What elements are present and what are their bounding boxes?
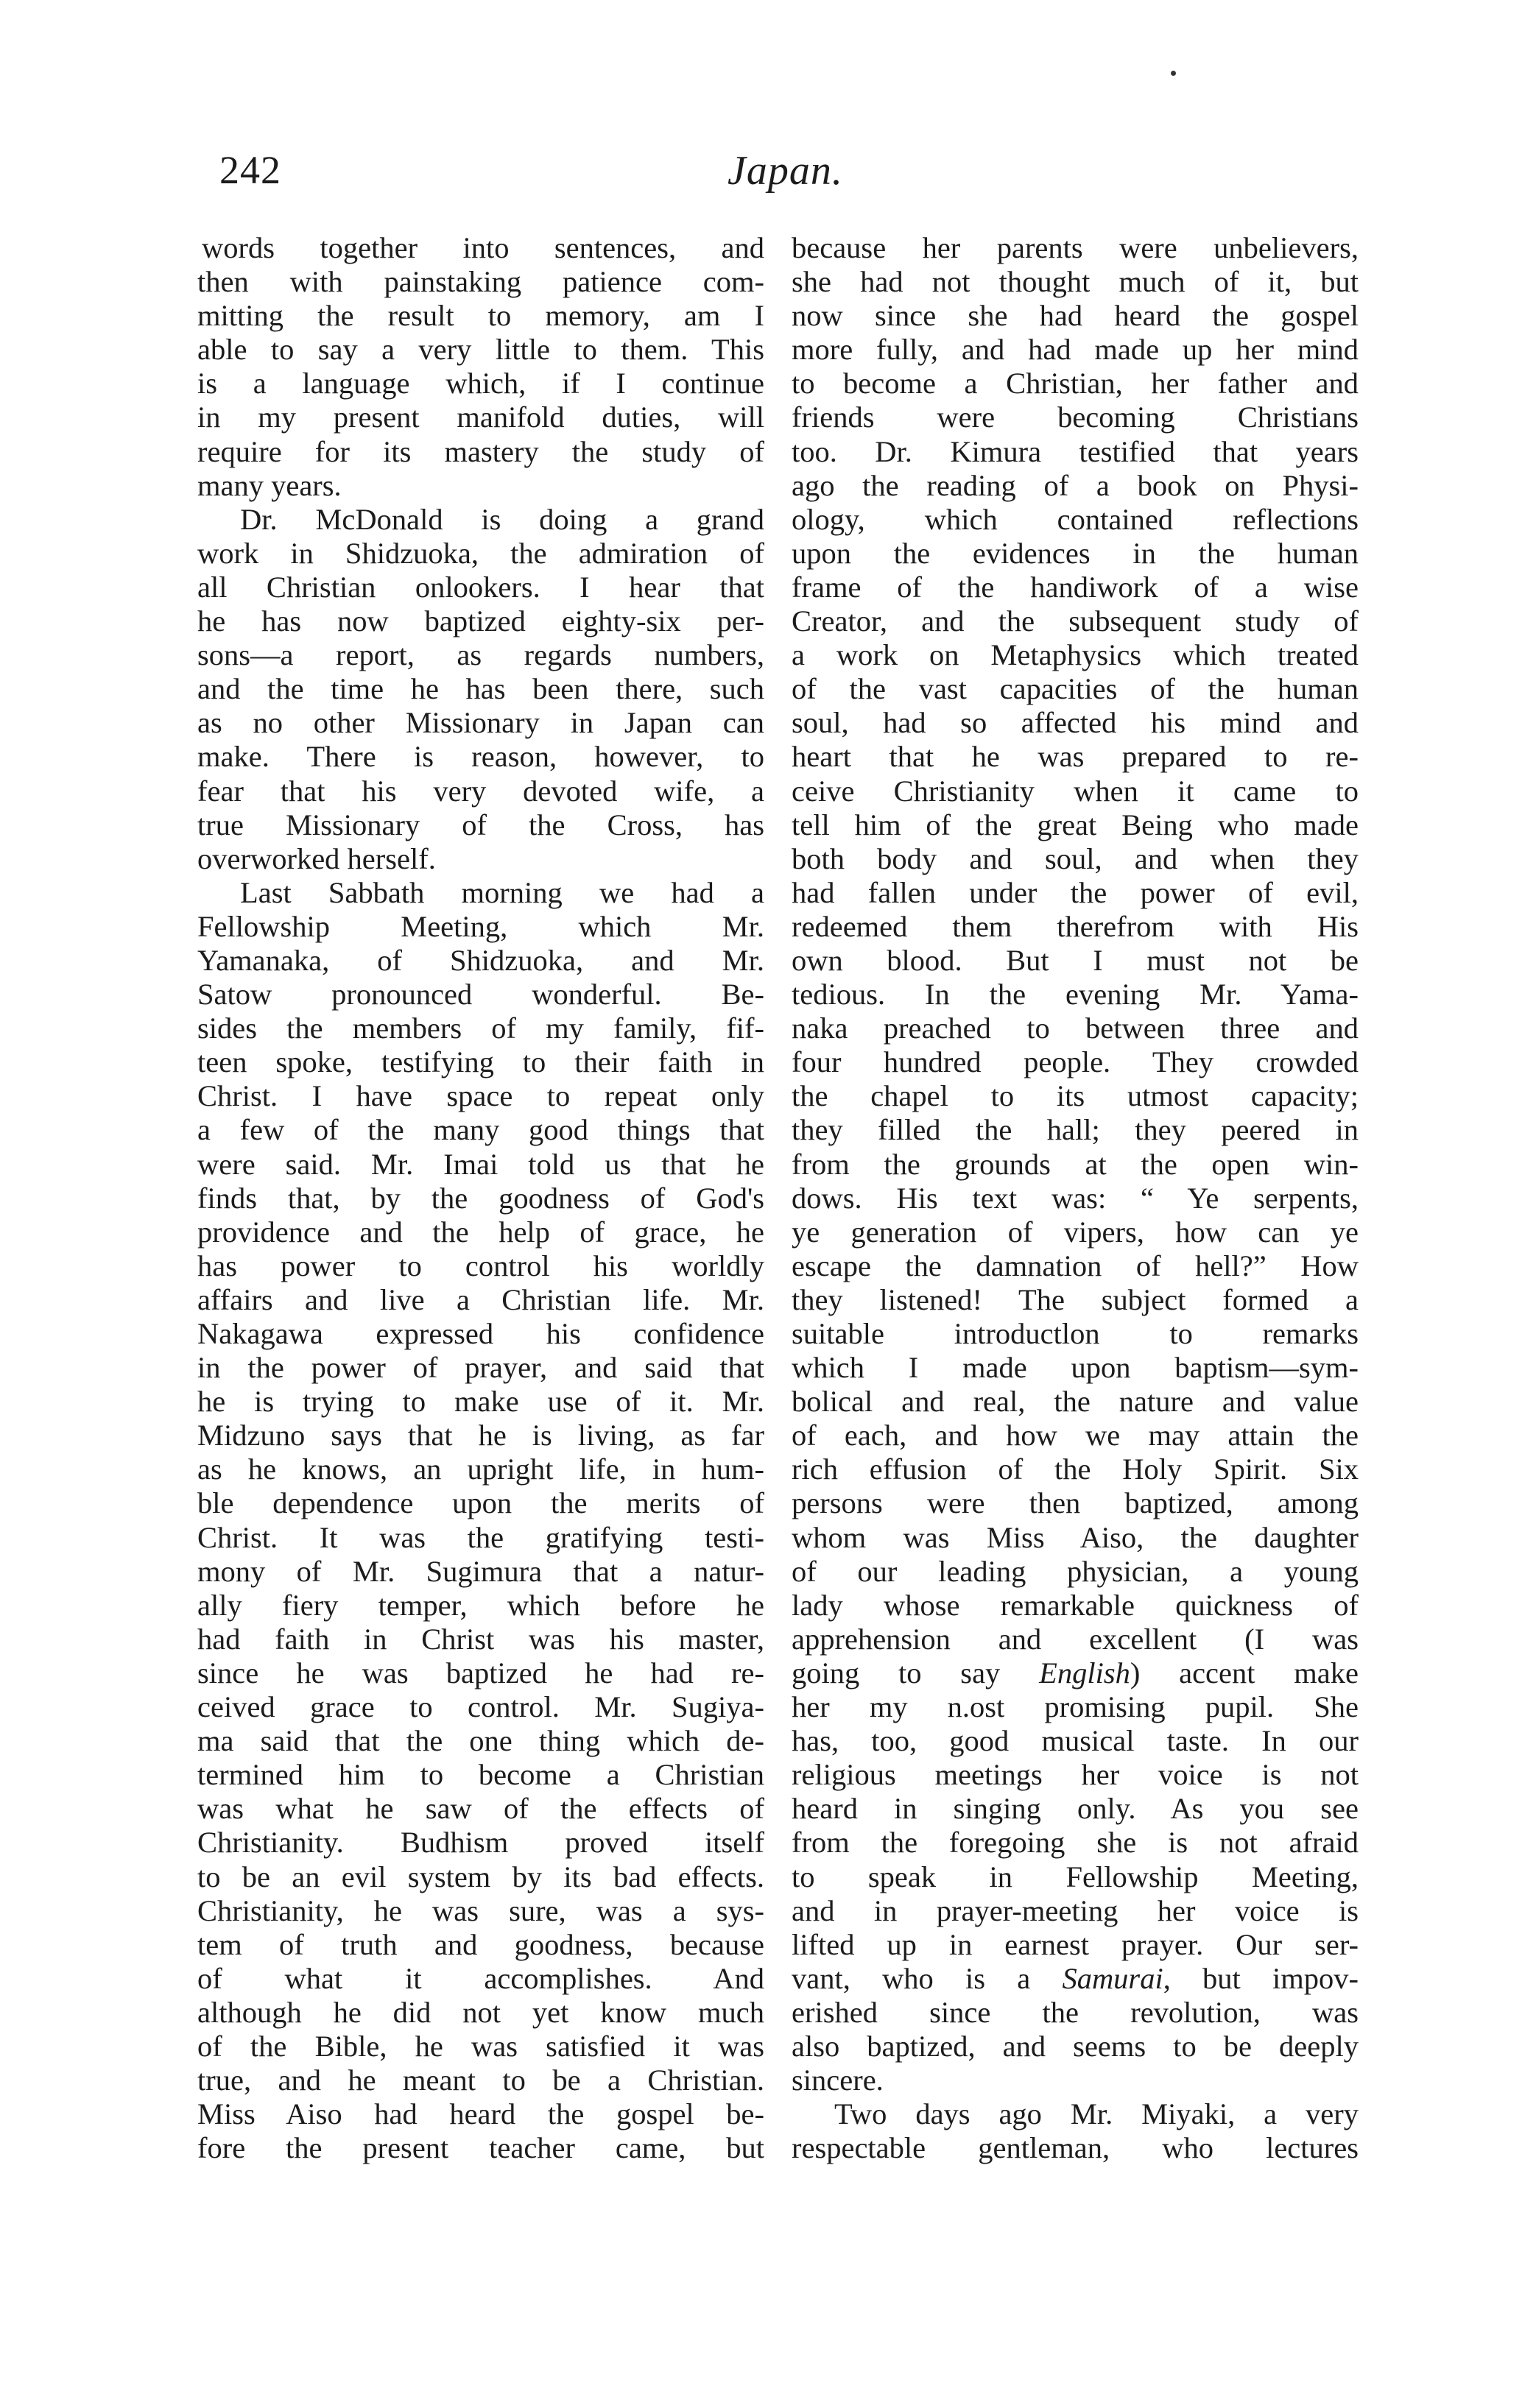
text-line: had fallen under the power of evil, bbox=[792, 875, 1359, 909]
right-text-column bbox=[792, 231, 1359, 2165]
text-line: sides the members of my family, fif- bbox=[197, 1011, 764, 1045]
text-line: mony of Mr. Sugimura that a natur- bbox=[197, 1554, 764, 1588]
text-line: apprehension and excellent (I was bbox=[792, 1622, 1359, 1656]
text-line: true, and he meant to be a Christian. bbox=[197, 2063, 764, 2097]
text-line: Two days ago Mr. Miyaki, a very bbox=[834, 2097, 1359, 2131]
text-line: more fully, and had made up her mind bbox=[792, 333, 1359, 367]
text-line: Christianity. Budhism proved itself bbox=[197, 1826, 764, 1860]
text-line: true Missionary of the Cross, has bbox=[197, 808, 764, 841]
text-line: Christianity, he was sure, was a sys- bbox=[197, 1893, 764, 1927]
text-line: words together into sentences, and bbox=[202, 231, 764, 264]
page-number: 242 bbox=[219, 148, 281, 192]
text-line: dows. His text was: “ Ye serpents, bbox=[792, 1181, 1359, 1215]
text-line: redeemed them therefrom with His bbox=[792, 909, 1359, 943]
text-line: tem of truth and goodness, because bbox=[197, 1927, 764, 1961]
left-text-column bbox=[197, 231, 764, 2165]
text-line: Miss Aiso had heard the gospel be- bbox=[197, 2097, 764, 2131]
text-line: of our leading physician, a young bbox=[792, 1554, 1359, 1588]
text-line: ally fiery temper, which before he bbox=[197, 1588, 764, 1622]
text-line: teen spoke, testifying to their faith in bbox=[197, 1045, 764, 1079]
text-line: providence and the help of grace, he bbox=[197, 1215, 764, 1249]
text-line: own blood. But I must not be bbox=[792, 943, 1359, 977]
text-line: lady whose remarkable quickness of bbox=[792, 1588, 1359, 1622]
text-line: soul, had so affected his mind and bbox=[792, 706, 1359, 740]
text-line: fear that his very devoted wife, a bbox=[197, 774, 764, 808]
text-line: to be an evil system by its bad effects. bbox=[197, 1860, 764, 1893]
text-line: of the Bible, he was satisfied it was bbox=[197, 2029, 764, 2063]
text-line: which I made upon baptism—sym- bbox=[792, 1351, 1359, 1385]
text-line: naka preached to between three and bbox=[792, 1011, 1359, 1045]
text-line: suitable introductlon to remarks bbox=[792, 1317, 1359, 1350]
text-line: they listened! The subject formed a bbox=[792, 1282, 1359, 1316]
text-line: tedious. In the evening Mr. Yama- bbox=[792, 978, 1359, 1011]
text-line: they filled the hall; they peered in bbox=[792, 1113, 1359, 1147]
text-line: the chapel to its utmost capacity; bbox=[792, 1079, 1359, 1113]
text-line: has power to control his worldly bbox=[197, 1249, 764, 1282]
text-line: from the grounds at the open win- bbox=[792, 1147, 1359, 1181]
text-line: ye generation of vipers, how can ye bbox=[792, 1215, 1359, 1249]
text-line: heart that he was prepared to re- bbox=[792, 740, 1359, 774]
text-line: bolical and real, the nature and value bbox=[792, 1385, 1359, 1419]
text-line: Last Sabbath morning we had a bbox=[240, 875, 764, 909]
text-line: since he was baptized he had re- bbox=[197, 1656, 764, 1690]
text-line: a work on Metaphysics which treated bbox=[792, 638, 1359, 672]
text-line: and the time he has been there, such bbox=[197, 672, 764, 706]
text-line: Satow pronounced wonderful. Be- bbox=[197, 978, 764, 1011]
text-line: although he did not yet know much bbox=[197, 1995, 764, 2029]
text-line: as no other Missionary in Japan can bbox=[197, 706, 764, 740]
text-line: rich effusion of the Holy Spirit. Six bbox=[792, 1452, 1359, 1486]
text-line: upon the evidences in the human bbox=[792, 536, 1359, 570]
text-line: then with painstaking patience com- bbox=[197, 265, 764, 299]
text-line: Christ. I have space to repeat only bbox=[197, 1079, 764, 1113]
text-line: work in Shidzuoka, the admiration of bbox=[197, 536, 764, 570]
page-header bbox=[197, 134, 1346, 200]
text-line: heard in singing only. As you see bbox=[792, 1792, 1359, 1826]
text-line: of each, and how we may attain the bbox=[792, 1419, 1359, 1452]
text-line: whom was Miss Aiso, the daughter bbox=[792, 1520, 1359, 1554]
text-line: Christ. It was the gratifying testi- bbox=[197, 1520, 764, 1554]
text-line: Midzuno says that he is living, as far bbox=[197, 1419, 764, 1452]
text-line: he has now baptized eighty-six per- bbox=[197, 604, 764, 638]
text-line: of the vast capacities of the human bbox=[792, 672, 1359, 706]
text-line: all Christian onlookers. I hear that bbox=[197, 570, 764, 604]
text-line: now since she had heard the gospel bbox=[792, 299, 1359, 333]
text-line: from the foregoing she is not afraid bbox=[792, 1826, 1359, 1860]
text-line: and in prayer-meeting her voice is bbox=[792, 1893, 1359, 1927]
text-line: Yamanaka, of Shidzuoka, and Mr. bbox=[197, 943, 764, 977]
text-line: ble dependence upon the merits of bbox=[197, 1486, 764, 1520]
ink-speck bbox=[1171, 71, 1176, 76]
text-line: a few of the many good things that bbox=[197, 1113, 764, 1147]
text-line: to become a Christian, her father and bbox=[792, 367, 1359, 400]
text-line: vant, who is a Samurai, but impov- bbox=[792, 1961, 1359, 1995]
text-line: mitting the result to memory, am I bbox=[197, 299, 764, 333]
text-line: sincere. bbox=[792, 2063, 884, 2097]
text-line: Fellowship Meeting, which Mr. bbox=[197, 909, 764, 943]
text-line: ceive Christianity when it came to bbox=[792, 774, 1359, 808]
text-line: ology, which contained reflections bbox=[792, 502, 1359, 536]
text-line: she had not thought much of it, but bbox=[792, 265, 1359, 299]
text-line: many years. bbox=[197, 468, 342, 502]
text-line: respectable gentleman, who lectures bbox=[792, 2131, 1359, 2165]
text-line: ago the reading of a book on Physi- bbox=[792, 468, 1359, 502]
text-line: Dr. McDonald is doing a grand bbox=[240, 502, 764, 536]
text-line: ma said that the one thing which de- bbox=[197, 1724, 764, 1758]
text-line: to speak in Fellowship Meeting, bbox=[792, 1860, 1359, 1893]
text-line: frame of the handiwork of a wise bbox=[792, 570, 1359, 604]
text-line: tell him of the great Being who made bbox=[792, 808, 1359, 841]
running-title: Japan. bbox=[728, 148, 843, 194]
text-line: was what he saw of the effects of bbox=[197, 1792, 764, 1826]
text-line: finds that, by the goodness of God's bbox=[197, 1181, 764, 1215]
text-line: is a language which, if I continue bbox=[197, 367, 764, 400]
text-line: of what it accomplishes. And bbox=[197, 1961, 764, 1995]
text-line: fore the present teacher came, but bbox=[197, 2131, 764, 2165]
text-line: lifted up in earnest prayer. Our ser- bbox=[792, 1927, 1359, 1961]
text-line: escape the damnation of hell?” How bbox=[792, 1249, 1359, 1282]
text-line: in the power of prayer, and said that bbox=[197, 1351, 764, 1385]
text-line: had faith in Christ was his master, bbox=[197, 1622, 764, 1656]
text-line: require for its mastery the study of bbox=[197, 434, 764, 468]
text-line: affairs and live a Christian life. Mr. bbox=[197, 1282, 764, 1316]
text-line: in my present manifold duties, will bbox=[197, 400, 764, 434]
text-line: because her parents were unbelievers, bbox=[792, 231, 1359, 264]
text-line: as he knows, an upright life, in hum- bbox=[197, 1452, 764, 1486]
text-line: both body and soul, and when they bbox=[792, 841, 1359, 875]
text-line: her my n.ost promising pupil. She bbox=[792, 1690, 1359, 1724]
text-line: also baptized, and seems to be deeply bbox=[792, 2029, 1359, 2063]
text-line: has, too, good musical taste. In our bbox=[792, 1724, 1359, 1758]
text-line: going to say English) accent make bbox=[792, 1656, 1359, 1690]
text-line: were said. Mr. Imai told us that he bbox=[197, 1147, 764, 1181]
text-line: he is trying to make use of it. Mr. bbox=[197, 1385, 764, 1419]
text-line: able to say a very little to them. This bbox=[197, 333, 764, 367]
text-line: persons were then baptized, among bbox=[792, 1486, 1359, 1520]
text-line: ceived grace to control. Mr. Sugiya- bbox=[197, 1690, 764, 1724]
text-line: make. There is reason, however, to bbox=[197, 740, 764, 774]
text-line: overworked herself. bbox=[197, 841, 436, 875]
text-line: friends were becoming Christians bbox=[792, 400, 1359, 434]
text-line: Creator, and the subsequent study of bbox=[792, 604, 1359, 638]
text-line: erished since the revolution, was bbox=[792, 1995, 1359, 2029]
text-line: religious meetings her voice is not bbox=[792, 1758, 1359, 1792]
text-line: too. Dr. Kimura testified that years bbox=[792, 434, 1359, 468]
text-line: termined him to become a Christian bbox=[197, 1758, 764, 1792]
text-line: sons—a report, as regards numbers, bbox=[197, 638, 764, 672]
text-line: Nakagawa expressed his confidence bbox=[197, 1317, 764, 1350]
text-line: four hundred people. They crowded bbox=[792, 1045, 1359, 1079]
